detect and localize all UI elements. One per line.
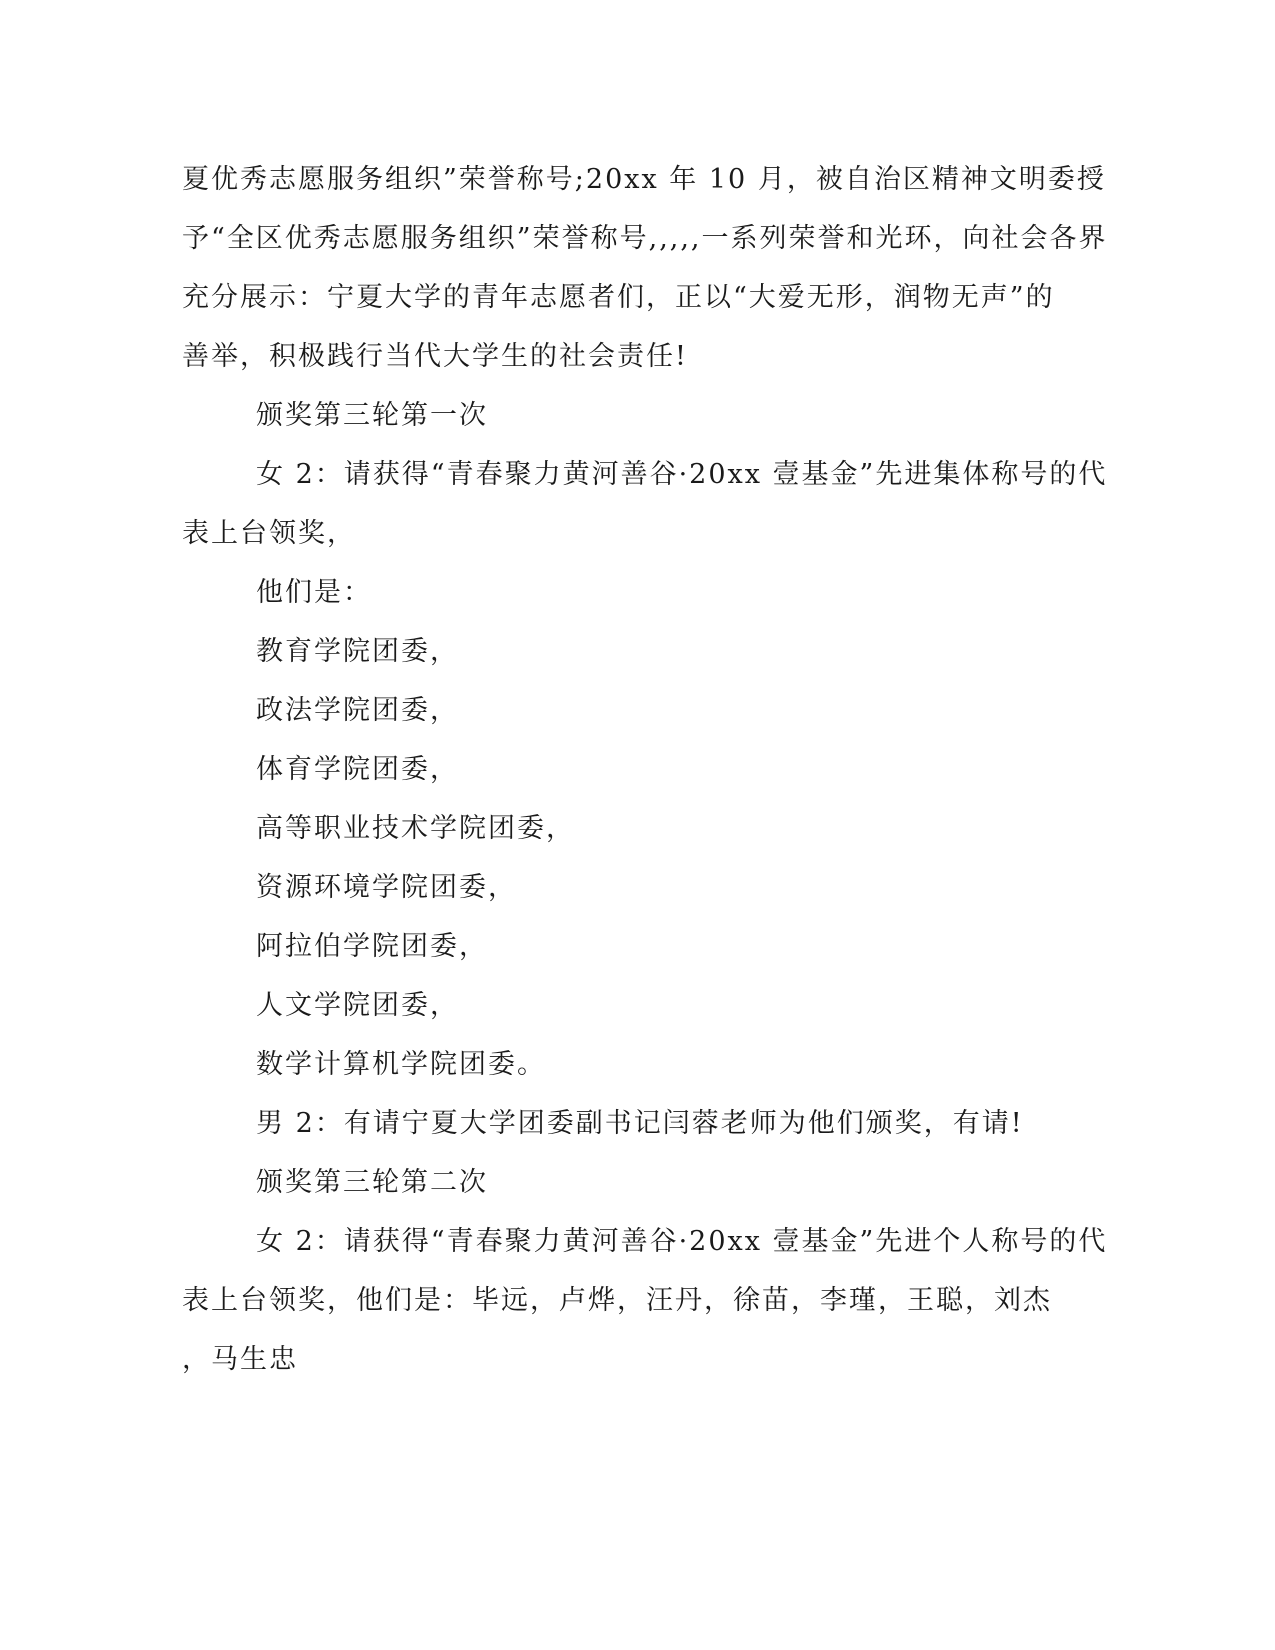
list-item: 资源环境学院团委，	[256, 872, 517, 903]
list-item: 政法学院团委，	[256, 695, 459, 726]
paragraph-line: 他们是：	[256, 577, 372, 608]
paragraph-line: ，马生忠	[182, 1344, 298, 1375]
paragraph-line: 善举，积极践行当代大学生的社会责任!	[182, 341, 688, 372]
paragraph-line: 表上台领奖，	[182, 518, 356, 549]
paragraph-line: 夏优秀志愿服务组织”荣誉称号;20xx 年 10 月，被自治区精神文明委授	[182, 164, 1106, 195]
list-item: 人文学院团委，	[256, 990, 459, 1021]
list-item: 体育学院团委，	[256, 754, 459, 785]
list-item: 高等职业技术学院团委，	[256, 813, 575, 844]
section-heading: 颁奖第三轮第二次	[256, 1167, 488, 1198]
paragraph-line: 充分展示：宁夏大学的青年志愿者们，正以“大爱无形，润物无声”的	[182, 282, 1055, 313]
paragraph-line: 表上台领奖，他们是：毕远，卢烨，汪丹，徐苗，李瑾，王聪，刘杰	[182, 1285, 1052, 1316]
paragraph-line: 男 2：有请宁夏大学团委副书记闫蓉老师为他们颁奖，有请!	[256, 1108, 1024, 1139]
paragraph-line: 女 2：请获得“青春聚力黄河善谷·20xx 壹基金”先进集体称号的代	[256, 459, 1108, 490]
paragraph-line: 予“全区优秀志愿服务组织”荣誉称号,,,,,一系列荣誉和光环，向社会各界	[182, 223, 1108, 254]
paragraph-line: 女 2：请获得“青春聚力黄河善谷·20xx 壹基金”先进个人称号的代	[256, 1226, 1108, 1257]
list-item: 阿拉伯学院团委，	[256, 931, 488, 962]
list-item: 数学计算机学院团委。	[256, 1049, 546, 1080]
section-heading: 颁奖第三轮第一次	[256, 400, 488, 431]
list-item: 教育学院团委，	[256, 636, 459, 667]
